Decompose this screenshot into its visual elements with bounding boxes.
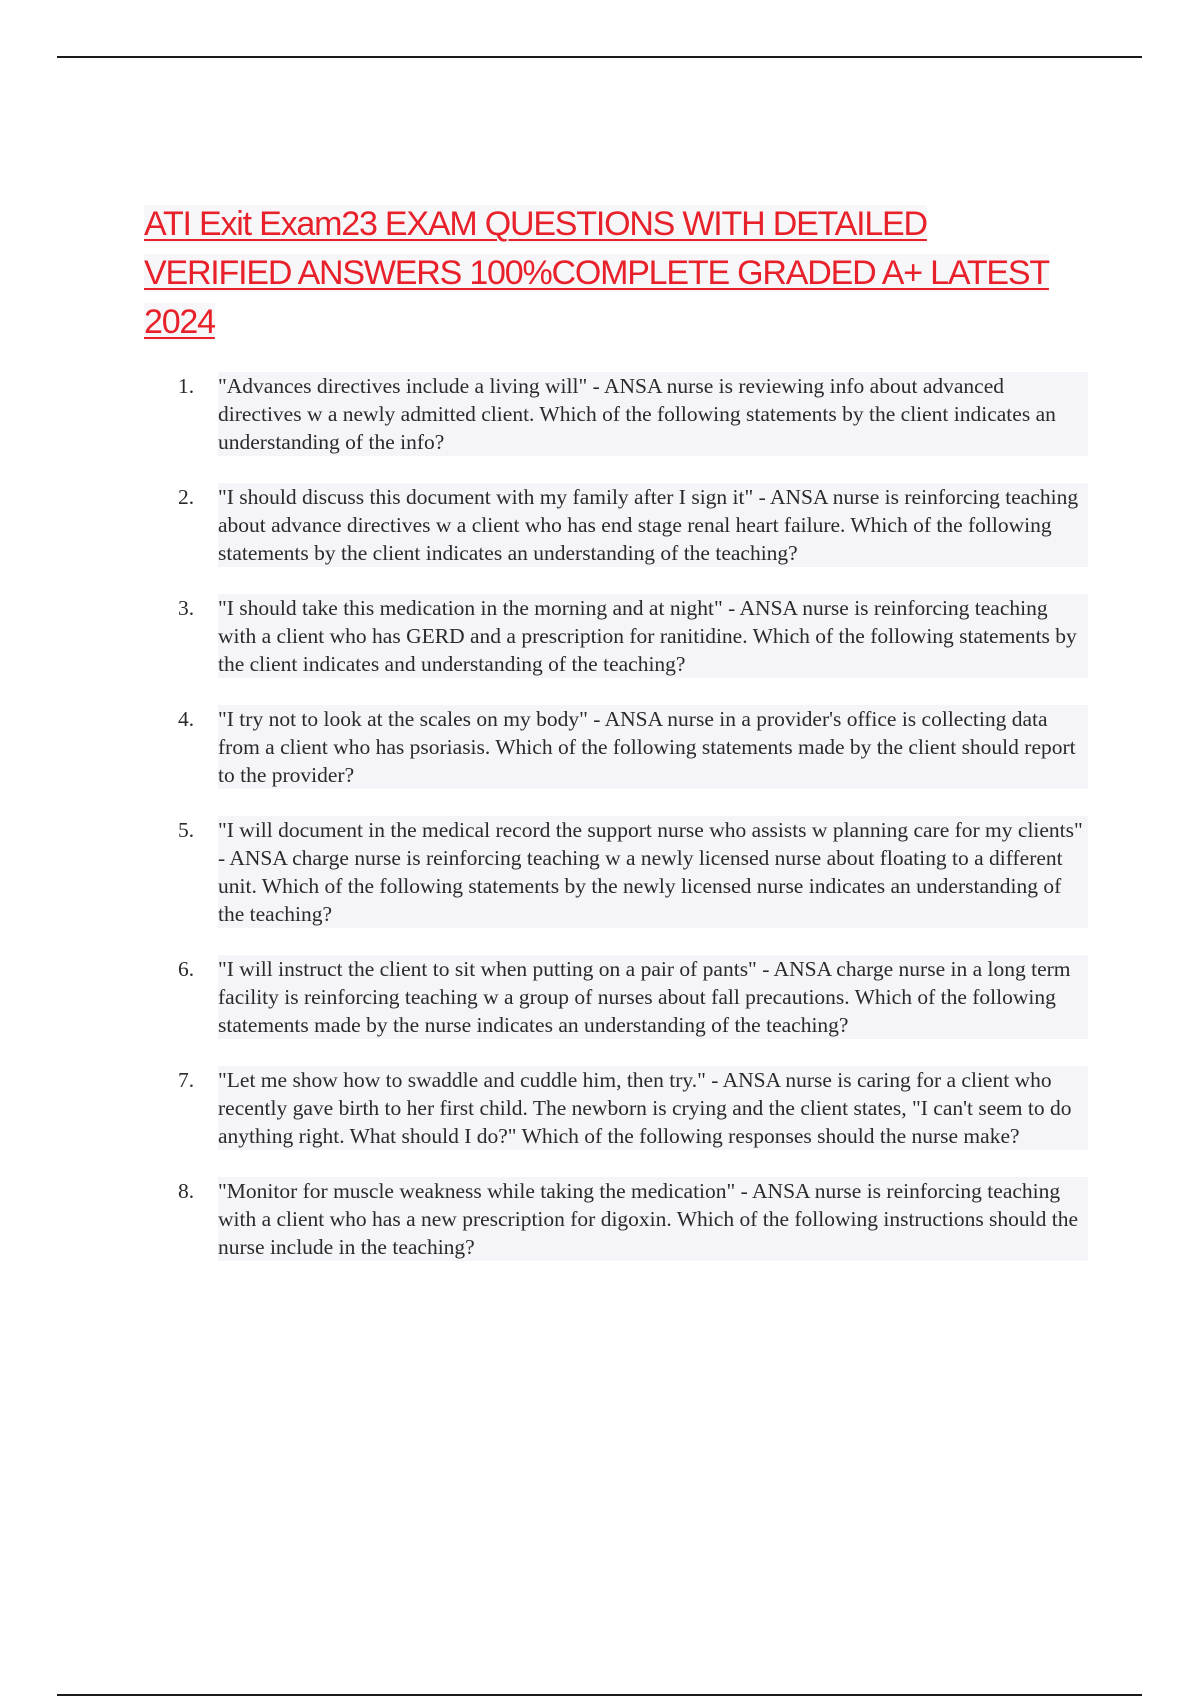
question-item	[178, 372, 1088, 456]
question-number: 8.	[178, 1179, 195, 1203]
document-title-text: ATI Exit Exam23 EXAM QUESTIONS WITH DETAILED VERIFIED ANSWERS 100%COMPLETE GRADED A+ LATEST 2024	[144, 205, 1049, 341]
document-title	[144, 200, 1064, 347]
question-number: 6.	[178, 957, 195, 981]
question-item	[178, 483, 1088, 567]
question-item	[178, 1066, 1088, 1150]
question-text: "Monitor for muscle weakness while taking the medication" - ANSA nurse is reinforcing teaching with a client who has a new prescription for digoxin. Which of the following instructions should the nurse include in the teaching?	[218, 1177, 1088, 1261]
question-item	[178, 705, 1088, 789]
question-text: "I will document in the medical record the support nurse who assists w planning care for my clients" - ANSA charge nurse is reinforcing teaching w a newly licensed nurse about floating to a different unit. Which of the following statements by the newly licensed nurse indicates an understanding of the teaching?	[218, 816, 1088, 928]
question-text: "I will instruct the client to sit when putting on a pair of pants" - ANSA charge nurse in a long term facility is reinforcing teaching w a group of nurses about fall precautions. Which of the following statements made by the nurse indicates an understanding of the teaching?	[218, 955, 1088, 1039]
top-rule	[57, 56, 1142, 58]
question-text: "Let me show how to swaddle and cuddle him, then try." - ANSA nurse is caring for a client who recently gave birth to her first child. The newborn is crying and the client states, "I can't seem to do anything right. What should I do?" Which of the following responses should the nurse make?	[218, 1066, 1088, 1150]
question-text: "I try not to look at the scales on my body" - ANSA nurse in a provider's office is collecting data from a client who has psoriasis. Which of the following statements made by the client should report to the provider?	[218, 705, 1088, 789]
question-item	[178, 816, 1088, 928]
question-number: 3.	[178, 596, 195, 620]
question-number: 4.	[178, 707, 195, 731]
question-number: 7.	[178, 1068, 195, 1092]
question-item	[178, 1177, 1088, 1261]
question-text: "Advances directives include a living will" - ANSA nurse is reviewing info about advanced directives w a newly admitted client. Which of the following statements by the client indicates an understanding of the info?	[218, 372, 1088, 456]
question-item	[178, 955, 1088, 1039]
question-number: 1.	[178, 374, 195, 398]
question-text: "I should discuss this document with my family after I sign it" - ANSA nurse is reinforcing teaching about advance directives w a client who has end stage renal heart failure. Which of the following statements by the client indicates an understanding of the teaching?	[218, 483, 1088, 567]
question-text: "I should take this medication in the morning and at night" - ANSA nurse is reinforcing teaching with a client who has GERD and a prescription for ranitidine. Which of the following statements by the client indicates and understanding of the teaching?	[218, 594, 1088, 678]
question-item	[178, 594, 1088, 678]
question-list	[178, 372, 1088, 1288]
question-number: 2.	[178, 485, 195, 509]
bottom-rule	[57, 1694, 1142, 1696]
question-number: 5.	[178, 818, 195, 842]
